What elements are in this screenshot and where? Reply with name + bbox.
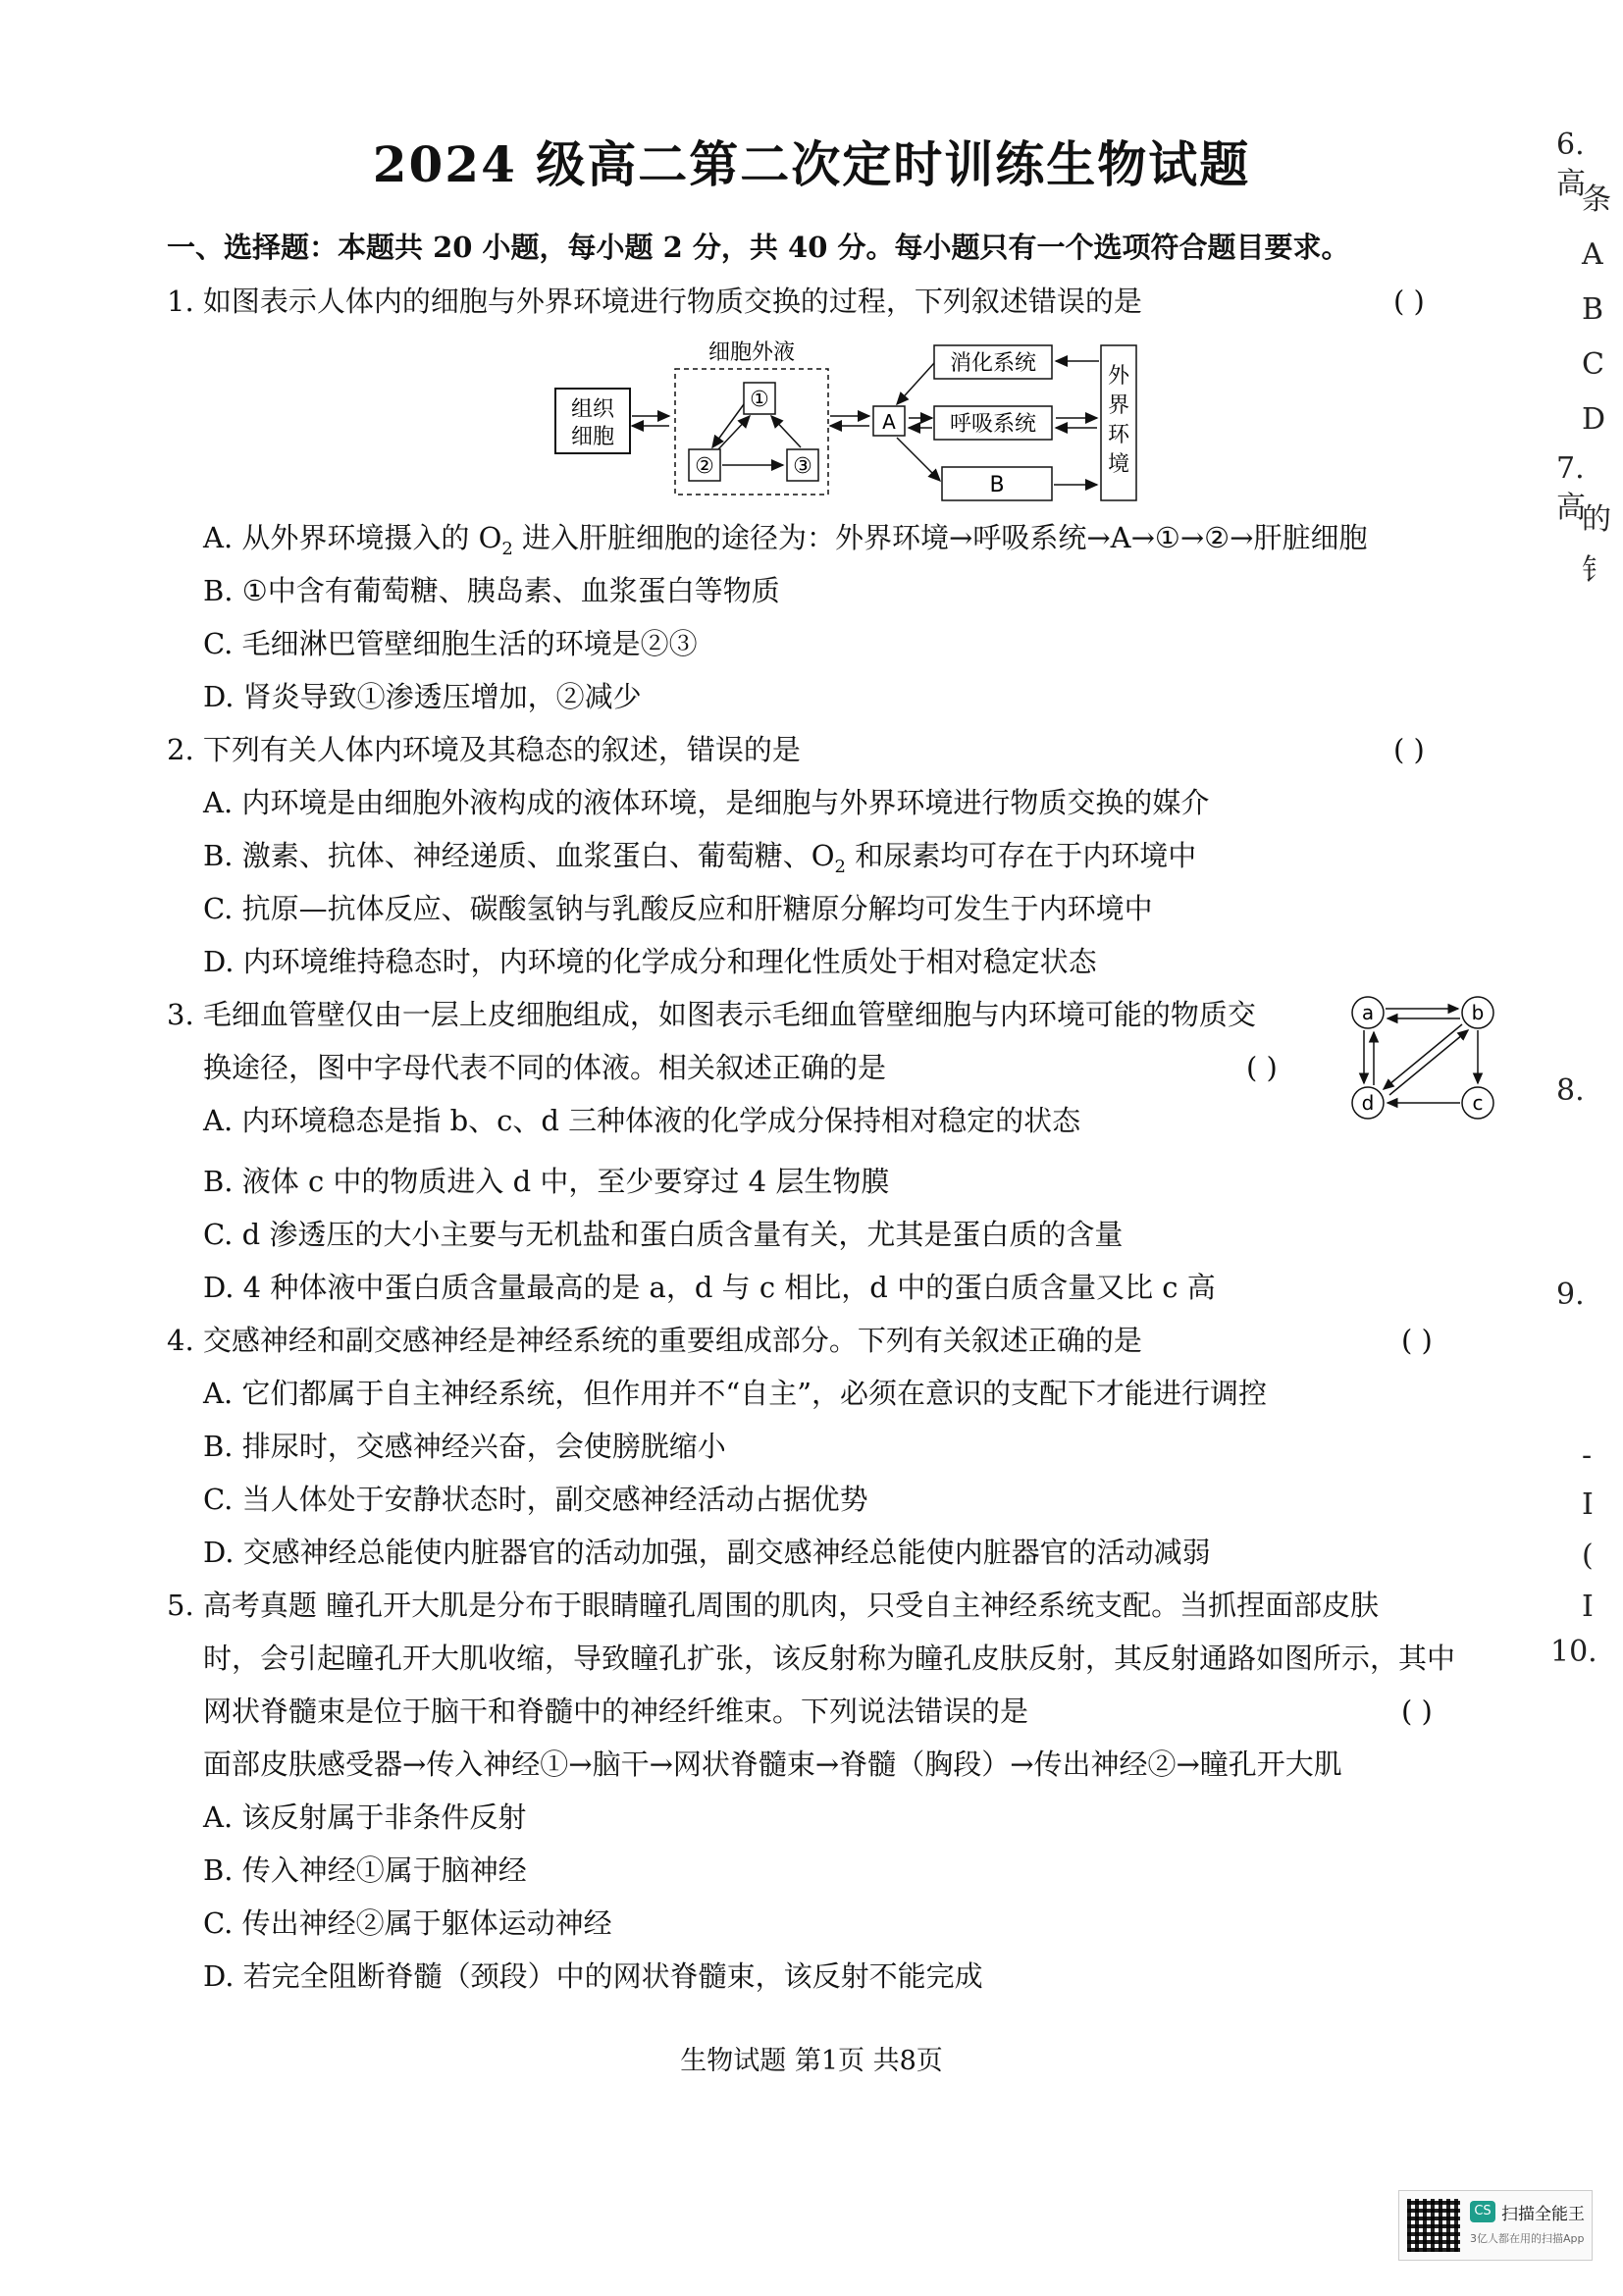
node-B: B <box>989 473 1005 497</box>
q5-option-b: B. 传入神经①属于脑神经 <box>203 1853 527 1887</box>
q3-option-c: C. d 渗透压的大小主要与无机盐和蛋白质含量有关，尤其是蛋白质的含量 <box>203 1218 1124 1251</box>
tissue-cell-label-1: 组织 <box>570 397 615 422</box>
external-env-char-2: 界 <box>1107 393 1130 418</box>
external-env-char-3: 环 <box>1107 423 1130 447</box>
q4-option-c: C. 当人体处于安静状态时，副交感神经活动占据优势 <box>203 1483 868 1516</box>
q4-answer-paren: ( ) <box>1401 1324 1433 1357</box>
q1-option-c: C. 毛细淋巴管壁细胞生活的环境是②③ <box>203 627 698 660</box>
q5-option-c: C. 传出神经②属于躯体运动神经 <box>203 1906 612 1940</box>
q2-option-d: D. 内环境维持稳态时，内环境的化学成分和理化性质处于相对稳定状态 <box>203 945 1097 978</box>
scanner-watermark <box>1398 2190 1593 2261</box>
fluid-a: a <box>1361 1001 1375 1024</box>
margin-text-7: 7. 高 <box>1556 451 1586 525</box>
margin-text-6: D <box>1582 402 1606 437</box>
qr-code-icon <box>1407 2199 1460 2252</box>
q1-answer-paren: ( ) <box>1393 285 1425 318</box>
margin-text-9: 钅 <box>1582 553 1611 588</box>
margin-text-16: 10. <box>1550 1635 1597 1669</box>
q3-diagram <box>1344 991 1511 1128</box>
q2-stem: 2. 下列有关人体内环境及其稳态的叙述，错误的是 <box>167 733 801 766</box>
q4-option-b: B. 排尿时，交感神经兴奋，会使膀胱缩小 <box>203 1430 726 1463</box>
q5-option-a: A. 该反射属于非条件反射 <box>203 1800 527 1834</box>
node-3: ③ <box>793 454 812 479</box>
q5-option-d: D. 若完全阻断脊髓（颈段）中的网状脊髓束，该反射不能完成 <box>203 1959 983 1993</box>
q5-answer-paren: ( ) <box>1401 1695 1433 1728</box>
q3-option-d: D. 4 种体液中蛋白质含量最高的是 a，d 与 c 相比，d 中的蛋白质含量又比 c 高 <box>203 1271 1216 1304</box>
tissue-cell-label-2: 细胞 <box>570 425 615 449</box>
q3-option-b: B. 液体 c 中的物质进入 d 中，至少要穿过 4 层生物膜 <box>203 1165 890 1198</box>
page-title: 2024 级高二第二次定时训练生物试题 <box>372 135 1251 193</box>
q3-stem-line-1: 3. 毛细血管壁仅由一层上皮细胞组成，如图表示毛细血管壁细胞与内环境可能的物质交 <box>167 998 1256 1031</box>
margin-text-1: 6. 高 <box>1556 128 1586 201</box>
q5-stem-line-1: 5. 高考真题 瞳孔开大肌是分布于眼睛瞳孔周围的肌肉，只受自主神经系统支配。当抓捏面部皮肤 <box>167 1589 1380 1622</box>
margin-text-4: B <box>1582 292 1604 327</box>
margin-text-8: 的 <box>1582 502 1611 537</box>
extracellular-fluid-label: 细胞外液 <box>707 340 796 365</box>
node-2: ② <box>695 454 714 479</box>
margin-text-11: 9. <box>1556 1278 1585 1312</box>
q1-stem: 1. 如图表示人体内的细胞与外界环境进行物质交换的过程，下列叙述错误的是 <box>167 285 1142 318</box>
margin-text-5: C <box>1582 347 1604 382</box>
external-env-char-1: 外 <box>1107 364 1130 389</box>
margin-text-2: 条 <box>1582 183 1611 217</box>
q4-option-a: A. 它们都属于自主神经系统，但作用并不“自主”，必须在意识的支配下才能进行调控 <box>203 1377 1268 1410</box>
section-header: 一、选择题：本题共 20 小题，每小题 2 分，共 40 分。每小题只有一个选项符合题目要求。 <box>167 231 1350 264</box>
q4-option-d: D. 交感神经总能使内脏器官的活动加强，副交感神经总能使内脏器官的活动减弱 <box>203 1536 1211 1569</box>
q3-answer-paren: ( ) <box>1246 1051 1278 1084</box>
page-footer: 生物试题 第1页 共8页 <box>680 2046 943 2076</box>
q2-option-a: A. 内环境是由细胞外液构成的液体环境，是细胞与外界环境进行物质交换的媒介 <box>203 786 1210 819</box>
fluid-d: d <box>1361 1091 1375 1115</box>
q1-diagram <box>550 334 1158 510</box>
fluid-c: c <box>1472 1091 1484 1115</box>
fluid-b: b <box>1471 1001 1485 1024</box>
margin-text-12: - <box>1582 1438 1593 1473</box>
q2-option-b: B. 激素、抗体、神经递质、血浆蛋白、葡萄糖、$O_2$ 和尿素均可存在于内环境中 <box>203 839 1197 877</box>
digestive-system-box: 消化系统 <box>949 351 1037 376</box>
node-A: A <box>882 410 896 434</box>
scanner-logo: CS <box>1470 2201 1495 2222</box>
q1-option-d: D. 肾炎导致①渗透压增加，②减少 <box>203 680 642 713</box>
q2-answer-paren: ( ) <box>1393 733 1425 766</box>
q5-reflex-pathway: 面部皮肤感受器→传入神经①→脑干→网状脊髓束→脊髓（胸段）→传出神经②→瞳孔开大肌 <box>203 1748 1342 1781</box>
node-1: ① <box>750 388 769 412</box>
margin-text-14: ( <box>1582 1539 1594 1573</box>
q1-option-b: B. ①中含有葡萄糖、胰岛素、血浆蛋白等物质 <box>203 574 780 607</box>
margin-text-10: 8. <box>1556 1073 1585 1108</box>
q2-option-c: C. 抗原—抗体反应、碳酸氢钠与乳酸反应和肝糖原分解均可发生于内环境中 <box>203 892 1153 925</box>
respiratory-system-box: 呼吸系统 <box>949 412 1037 437</box>
q1-option-a: A. 从外界环境摄入的 $O_2$ 进入肝脏细胞的途径为：外界环境→呼吸系统→A→①→②→肝脏细胞 <box>203 521 1368 559</box>
q4-stem: 4. 交感神经和副交感神经是神经系统的重要组成部分。下列有关叙述正确的是 <box>167 1324 1142 1357</box>
q5-stem-line-2: 时，会引起瞳孔开大肌收缩，导致瞳孔扩张，该反射称为瞳孔皮肤反射，其反射通路如图所示，其中 <box>203 1642 1456 1675</box>
q3-stem-line-2: 换途径，图中字母代表不同的体液。相关叙述正确的是 <box>203 1051 887 1084</box>
q5-stem-line-3: 网状脊髓束是位于脑干和脊髓中的神经纤维束。下列说法错误的是 <box>203 1695 1029 1728</box>
margin-text-3: A <box>1582 237 1603 272</box>
q3-option-a: A. 内环境稳态是指 b、c、d 三种体液的化学成分保持相对稳定的状态 <box>203 1104 1081 1137</box>
margin-text-15: I <box>1582 1590 1594 1624</box>
scanner-tagline: 3亿人都在用的扫描App <box>1470 2232 1585 2245</box>
scanner-app-name: 扫描全能王 <box>1501 2205 1585 2224</box>
external-env-char-4: 境 <box>1107 452 1130 477</box>
margin-text-13: I <box>1582 1487 1594 1522</box>
